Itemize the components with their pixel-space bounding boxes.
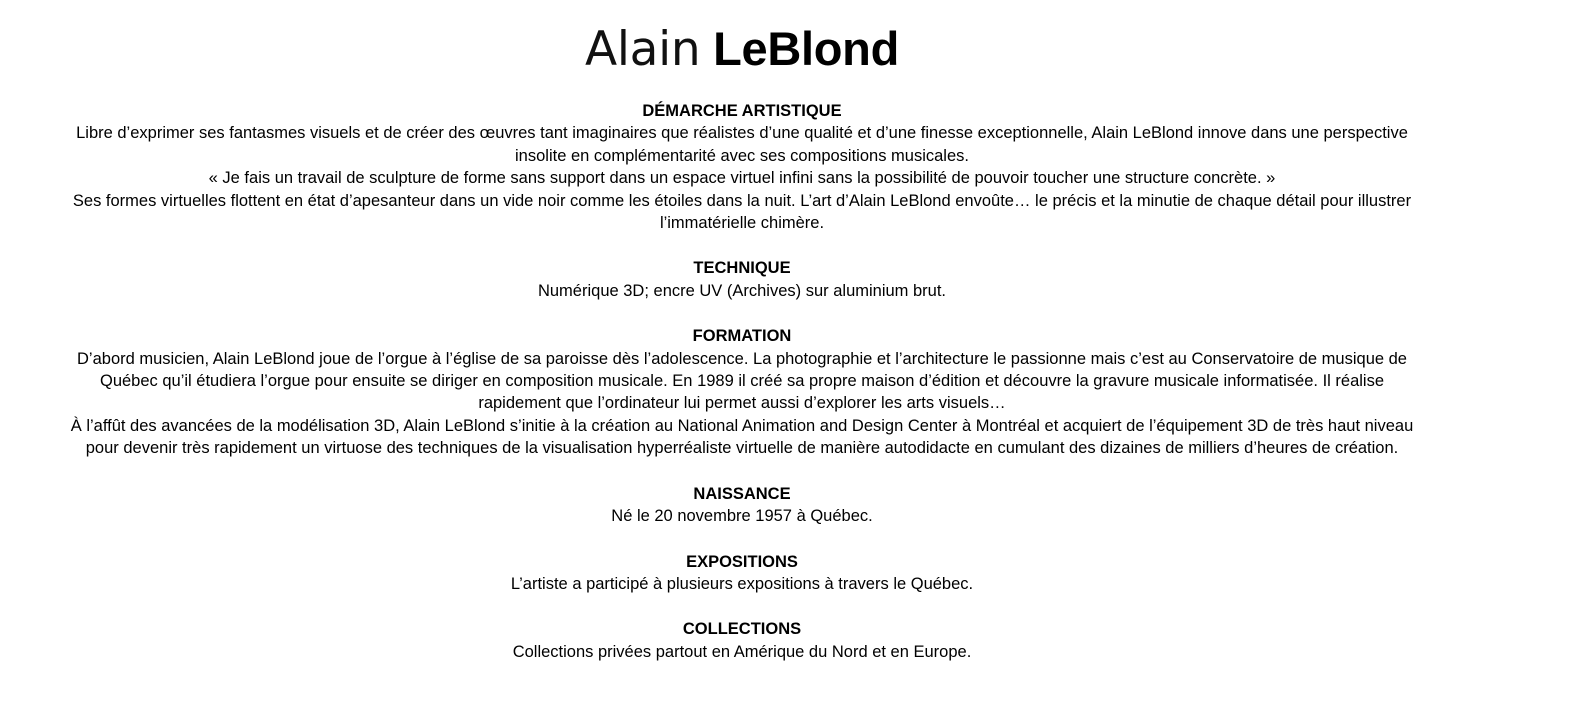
naissance-paragraph: Né le 20 novembre 1957 à Québec. — [611, 507, 873, 526]
section-title-expositions: EXPOSITIONS — [686, 552, 798, 571]
section-spacer — [57, 595, 1427, 618]
section-demarche — [57, 100, 1427, 234]
section-technique — [57, 257, 1427, 302]
demarche-paragraph: Libre d’exprimer ses fantasmes visuels et de créer des œuvres tant imaginaires que réalistes d’une qualité et d’une finesse exceptionnelle, Alain LeBlond innove dans une perspective insolite en complémentarité avec ses compositions musicales. — [76, 124, 1408, 165]
section-naissance — [57, 483, 1427, 528]
section-title-formation: FORMATION — [692, 327, 792, 346]
artist-name-heading — [57, 0, 1427, 80]
section-spacer — [57, 460, 1427, 483]
section-spacer — [57, 302, 1427, 325]
technique-paragraph: Numérique 3D; encre UV (Archives) sur aluminium brut. — [537, 281, 947, 300]
expositions-paragraph: L’artiste a participé à plusieurs expositions à travers le Québec. — [510, 574, 974, 593]
section-title-naissance: NAISSANCE — [693, 484, 791, 503]
artist-first-name: Alain — [584, 22, 701, 77]
section-spacer — [57, 234, 1427, 257]
section-title-technique: TECHNIQUE — [693, 259, 791, 278]
section-expositions — [57, 551, 1427, 596]
artist-last-name: LeBlond — [713, 22, 899, 75]
formation-paragraph: D’abord musicien, Alain LeBlond joue de l’orgue à l’église de sa paroisse dès l’adolescence. La photographie et l’architecture le passionne mais c’est au Conservatoire de musique de Québec qu’il étudiera l’orgue pour ensuite se diriger en composition musicale. En 1989 il créé sa propre maison d’édition et découvre la gravure musicale informatisée. Il réalise rapidement que l’ordinateur lui permet aussi d’explorer les arts visuels… — [77, 349, 1407, 413]
formation-paragraph: À l’affût des avancées de la modélisation 3D, Alain LeBlond s’initie à la création au National Animation and Design Center à Montréal et acquiert de l’équipement 3D de très haut niveau pour devenir très rapidement un virtuose des techniques de la visualisation hyperréaliste virtuelle de manière autodidacte en cumulant des dizaines de milliers d’heures de création. — [70, 416, 1414, 458]
demarche-paragraph: Ses formes virtuelles flottent en état d’apesanteur dans un vide noir comme les étoiles dans la nuit. L’art d’Alain LeBlond envoûte… le précis et la minutie de chaque détail pour illustrer l’immatérielle chimère. — [72, 191, 1412, 233]
section-title-demarche: DÉMARCHE ARTISTIQUE — [642, 102, 842, 120]
section-spacer — [57, 528, 1427, 551]
section-title-collections: COLLECTIONS — [682, 620, 802, 639]
biography-page — [57, 0, 1427, 663]
section-formation — [57, 325, 1427, 459]
collections-paragraph: Collections privées partout en Amérique du Nord et en Europe. — [512, 642, 972, 661]
demarche-quote: « Je fais un travail de sculpture de forme sans support dans un espace virtuel infini sans la possibilité de pouvoir toucher une structure concrète. » — [208, 169, 1276, 188]
section-collections — [57, 618, 1427, 663]
